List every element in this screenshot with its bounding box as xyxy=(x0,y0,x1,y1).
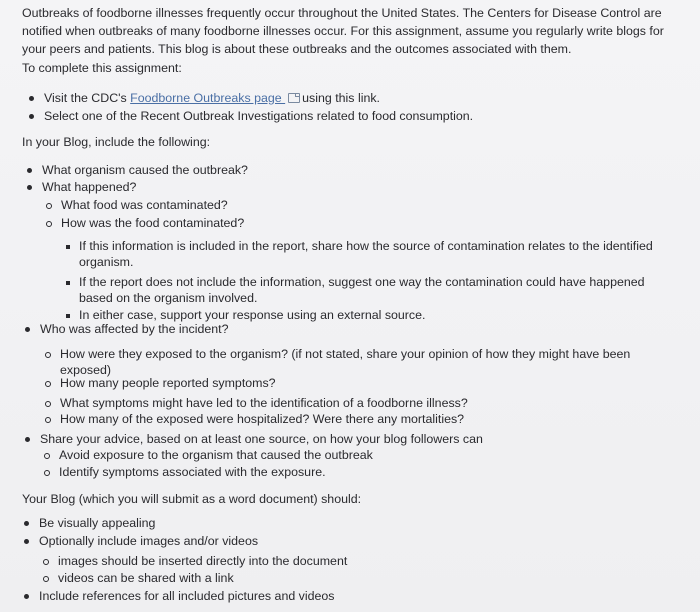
question-symptoms: What symptoms might have led to the identification of a foodborne illness? xyxy=(60,396,468,410)
option-videos: videos can be shared with a link xyxy=(58,571,234,585)
external-link-icon xyxy=(288,93,300,103)
should-appealing: Be visually appealing xyxy=(39,516,156,530)
question-food: What food was contaminated? xyxy=(61,198,228,212)
complete-heading: To complete this assignment: xyxy=(22,61,182,75)
should-references: Include references for all included pictures and videos xyxy=(39,589,335,603)
sub-report-included: If this information is included in the report, share how the source of contamination relates to the identified organism. xyxy=(79,238,669,270)
step-select: Select one of the Recent Outbreak Investigations related to food consumption. xyxy=(44,109,474,123)
sub-either: In either case, support your response using an external source. xyxy=(79,308,426,322)
intro-paragraph: Outbreaks of foodborne illnesses frequently occur throughout the United States. The Centers for Disease Control are notified when outbreaks of many foodborne illnesses occur. For this assignment, assume you regularly write blogs for your peers and patients. This blog is about these outbreaks and the outcomes associated with them. xyxy=(22,6,664,56)
visit-prefix: Visit the CDC's xyxy=(44,91,131,105)
question-organism: What organism caused the outbreak? xyxy=(42,163,248,177)
question-happened: What happened? xyxy=(42,180,137,194)
should-optional: Optionally include images and/or videos xyxy=(39,534,259,548)
visit-suffix: using this link. xyxy=(302,91,380,105)
advice-avoid: Avoid exposure to the organism that caused the outbreak xyxy=(59,448,373,462)
question-hospitalized: How many of the exposed were hospitalized? Were there any mortalities? xyxy=(60,412,465,426)
question-exposed: How were they exposed to the organism? (if not stated, share your opinion of how they might have been exposed) xyxy=(60,346,650,378)
step-visit xyxy=(44,90,380,107)
question-affected: Who was affected by the incident? xyxy=(40,322,229,336)
option-images: images should be inserted directly into the document xyxy=(58,554,348,568)
sub-report-not: If the report does not include the information, suggest one way the contamination could have happened based on the organism involved. xyxy=(79,274,669,306)
question-advice: Share your advice, based on at least one source, on how your blog followers can xyxy=(40,432,483,446)
question-how: How was the food contaminated? xyxy=(61,216,245,230)
should-heading: Your Blog (which you will submit as a word document) should: xyxy=(22,492,362,506)
advice-identify: Identify symptoms associated with the exposure. xyxy=(59,465,326,479)
blog-heading: In your Blog, include the following: xyxy=(22,135,211,149)
foodborne-outbreaks-link[interactable]: Foodborne Outbreaks page xyxy=(130,91,286,105)
question-reported: How many people reported symptoms? xyxy=(60,376,276,390)
